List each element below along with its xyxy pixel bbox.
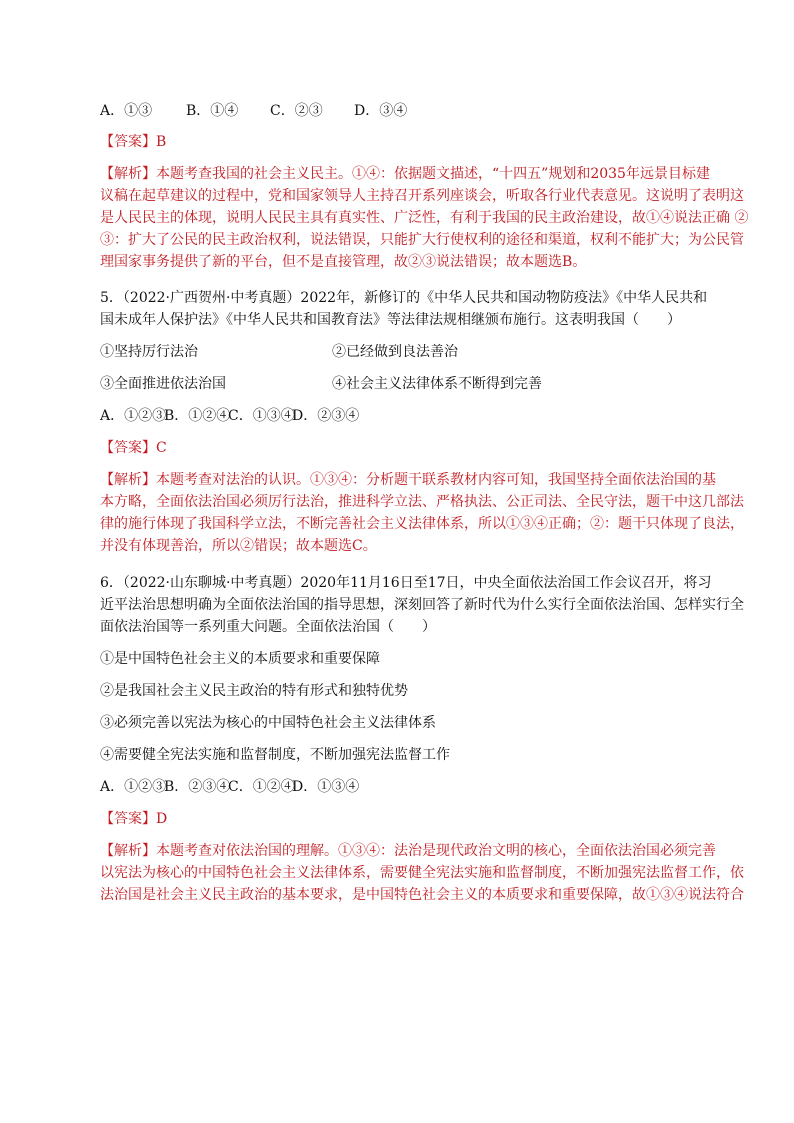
q4-analysis-line-1: 【解析】本题考查我国的社会主义民主。①④：依据题文描述，“十四五”规划和2035年远景目标建 [100, 166, 710, 182]
q5-stem-line-2: 国未成年人保护法》《中华人民共和国教育法》等法律法规相继颁布施行。这表明我国（ ） [100, 312, 681, 328]
q4-option-b: B．①④ [186, 103, 239, 119]
q6-answer [100, 808, 708, 830]
q5-analysis-line-3: 律的施行体现了我国科学立法，不断完善社会主义法律体系，所以①③④正确；②：题干只体现了良法， [100, 516, 744, 532]
q4-analysis-line-5: 理国家事务提供了新的平台，但不是直接管理，故②③说法错误；故本题选B。 [100, 254, 587, 270]
answer-label: 【答案】 [100, 134, 156, 150]
answer-value: B [156, 134, 167, 150]
answer-label: 【答案】 [100, 811, 156, 827]
q4-option-d: D．③④ [354, 103, 408, 119]
answer-value: C [156, 440, 167, 456]
q6-analysis-line-2: 以宪法为核心的中国特色社会主义法律体系，需要健全宪法实施和监督制度，不断加强宪法监督工作，依 [100, 865, 744, 881]
q5-analysis-line-1: 【解析】本题考查对法治的认识。①③④：分析题干联系教材内容可知，我国坚持全面依法治国的基 [100, 472, 716, 488]
q4-analysis-line-3: 是人民民主的体现，说明人民民主具有真实性、广泛性，有利于我国的民主政治建设，故①④说法正确 ② [100, 210, 749, 226]
q5-item-2: ②已经做到良法善治 [332, 344, 458, 360]
q4-option-a: A．①③ [100, 103, 153, 119]
answer-label: 【答案】 [100, 440, 156, 456]
q6-stem-line-3: 面依法治国等一系列重大问题。全面依法治国（ ） [100, 619, 436, 635]
analysis-label: 【解析】 [100, 166, 156, 182]
q6-options [100, 776, 708, 798]
q5-stem-line-1: 5．（2022·广西贺州·中考真题）2022年，新修订的《中华人民共和国动物防疫法》《中华人民共和 [100, 290, 708, 306]
q5-analysis-line-2: 本方略，全面依法治国必须厉行法治，推进科学立法、严格执法、公正司法、全民守法，题干中这几部法 [100, 494, 744, 510]
q5-analysis-line-4: 并没有体现善治，所以②错误；故本题选C。 [100, 538, 377, 554]
q5-items-row-2 [100, 373, 708, 395]
q6-item-1: ①是中国特色社会主义的本质要求和重要保障 [100, 651, 380, 667]
q4-analysis-line-4: ③：扩大了公民的民主政治权利，说法错误，只能扩大行使权利的途径和渠道，权利不能扩大；为公民管 [100, 232, 744, 248]
analysis-label: 【解析】 [100, 472, 156, 488]
q6-item-3: ③必须完善以宪法为核心的中国特色社会主义法律体系 [100, 715, 436, 731]
q6-option-b: B．②③④ [164, 779, 231, 795]
answer-value: D [156, 811, 168, 827]
q6-stem-line-2: 近平法治思想明确为全面依法治国的指导思想，深刻回答了新时代为什么实行全面依法治国、怎样实行全 [100, 597, 744, 613]
q6-item-4: ④需要健全宪法实施和监督制度，不断加强宪法监督工作 [100, 747, 450, 763]
q5-item-3: ③全面推进依法治国 [100, 376, 226, 392]
q4-analysis-line-2: 议稿在起草建议的过程中，党和国家领导人主持召开系列座谈会，听取各行业代表意见。这说明了表明这 [100, 188, 744, 204]
q4-answer [100, 131, 708, 153]
q5-option-a: A．①②③ [100, 408, 167, 424]
q6-analysis-line-1: 【解析】本题考查对依法治国的理解。①③④：法治是现代政治文明的核心，全面依法治国必须完善 [100, 843, 716, 859]
q6-stem-line-1: 6．（2022·山东聊城·中考真题）2020年11月16日至17日，中央全面依法治国工作会议召开，将习 [100, 575, 712, 591]
q6-item-2: ②是我国社会主义民主政治的特有形式和独特优势 [100, 683, 408, 699]
q5-option-d: D．②③④ [292, 408, 360, 424]
q4-option-c: C．②③ [270, 103, 323, 119]
q5-option-c: C．①③④ [228, 408, 295, 424]
analysis-label: 【解析】 [100, 843, 156, 859]
q6-analysis-line-3: 法治国是社会主义民主政治的基本要求，是中国特色社会主义的本质要求和重要保障，故①③④说法符合 [100, 887, 744, 903]
q6-option-a: A．①②③ [100, 779, 167, 795]
q5-answer [100, 437, 708, 459]
q5-options [100, 405, 708, 427]
q6-option-c: C．①②④ [228, 779, 295, 795]
q4-options [100, 100, 708, 122]
q6-option-d: D．①③④ [292, 779, 360, 795]
q5-item-1: ①坚持厉行法治 [100, 344, 198, 360]
q5-items-row-1 [100, 341, 708, 363]
q5-item-4: ④社会主义法律体系不断得到完善 [332, 376, 542, 392]
q5-option-b: B．①②④ [164, 408, 231, 424]
